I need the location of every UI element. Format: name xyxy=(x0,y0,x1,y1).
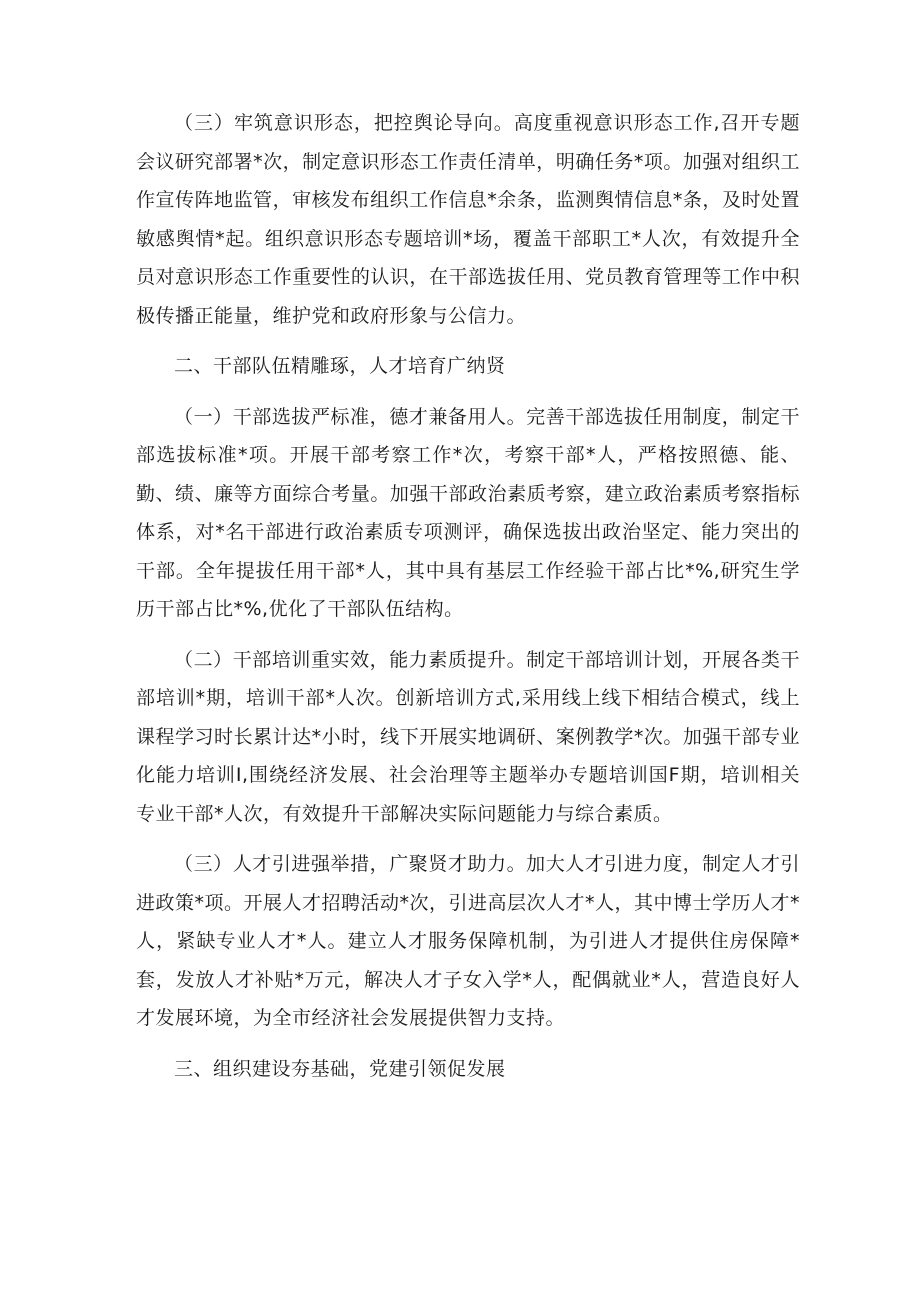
paragraph-ideology: （三）牢筑意识形态，把控舆论导向。高度重视意识形态工作,召开专题会议研究部署*次，制定意识形态工作责任清单，明确任务*项。加强对组织工作宣传阵地监管，审核发布组织工作信息*余条，监测舆情信息*条，及时处置敏感舆情*起。组织意识形态专题培训*场，覆盖干部职工*人次，有效提升全员对意识形态工作重要性的认识，在干部选拔任用、党员教育管理等工作中积极传播正能量，维护党和政府形象与公信力。 xyxy=(136,112,800,327)
section-heading-organization: 三、组织建设夯基础，党建引领促发展 xyxy=(174,1057,506,1080)
paragraph-cadre-selection: （一）干部选拔严标准，德才兼备用人。完善干部选拔任用制度，制定干部选拔标准*项。开展干部考察工作*次，考察干部*人，严格按照德、能、勤、绩、廉等方面综合考量。加强干部政治素质考察，建立政治素质考察指标体系，对*名干部进行政治素质专项测评，确保选拔出政治坚定、能力突出的干部。全年提拔任用干部*人，其中具有基层工作经验干部占比*%,研究生学历干部占比*%,优化了干部队伍结构。 xyxy=(136,405,800,620)
paragraph-talent-introduction: （三）人才引进强举措，广聚贤才助力。加大人才引进力度，制定人才引进政策*项。开展人才招聘活动*次，引进高层次人才*人，其中博士学历人才*人，紧缺专业人才*人。建立人才服务保障机制，为引进人才提供住房保障*套，发放人才补贴*万元，解决人才子女入学*人，配偶就业*人，营造良好人才发展环境，为全市经济社会发展提供智力支持。 xyxy=(136,853,801,1029)
section-heading-cadre-talent: 二、干部队伍精雕琢，人才培育广纳贤 xyxy=(174,355,506,377)
document-body xyxy=(136,104,800,1100)
paragraph-cadre-training: （二）干部培训重实效，能力素质提升。制定干部培训计划，开展各类干部培训*期，培训干部*人次。创新培训方式,采用线上线下相结合模式，线上课程学习时长累计达*小时，线下开展实地调研、案例教学*次。加强干部专业化能力培训I,围绕经济发展、社会治理等主题举办专题培训国F期，培训相关专业干部*人次，有效提升干部解决实际问题能力与综合素质。 xyxy=(136,648,800,825)
